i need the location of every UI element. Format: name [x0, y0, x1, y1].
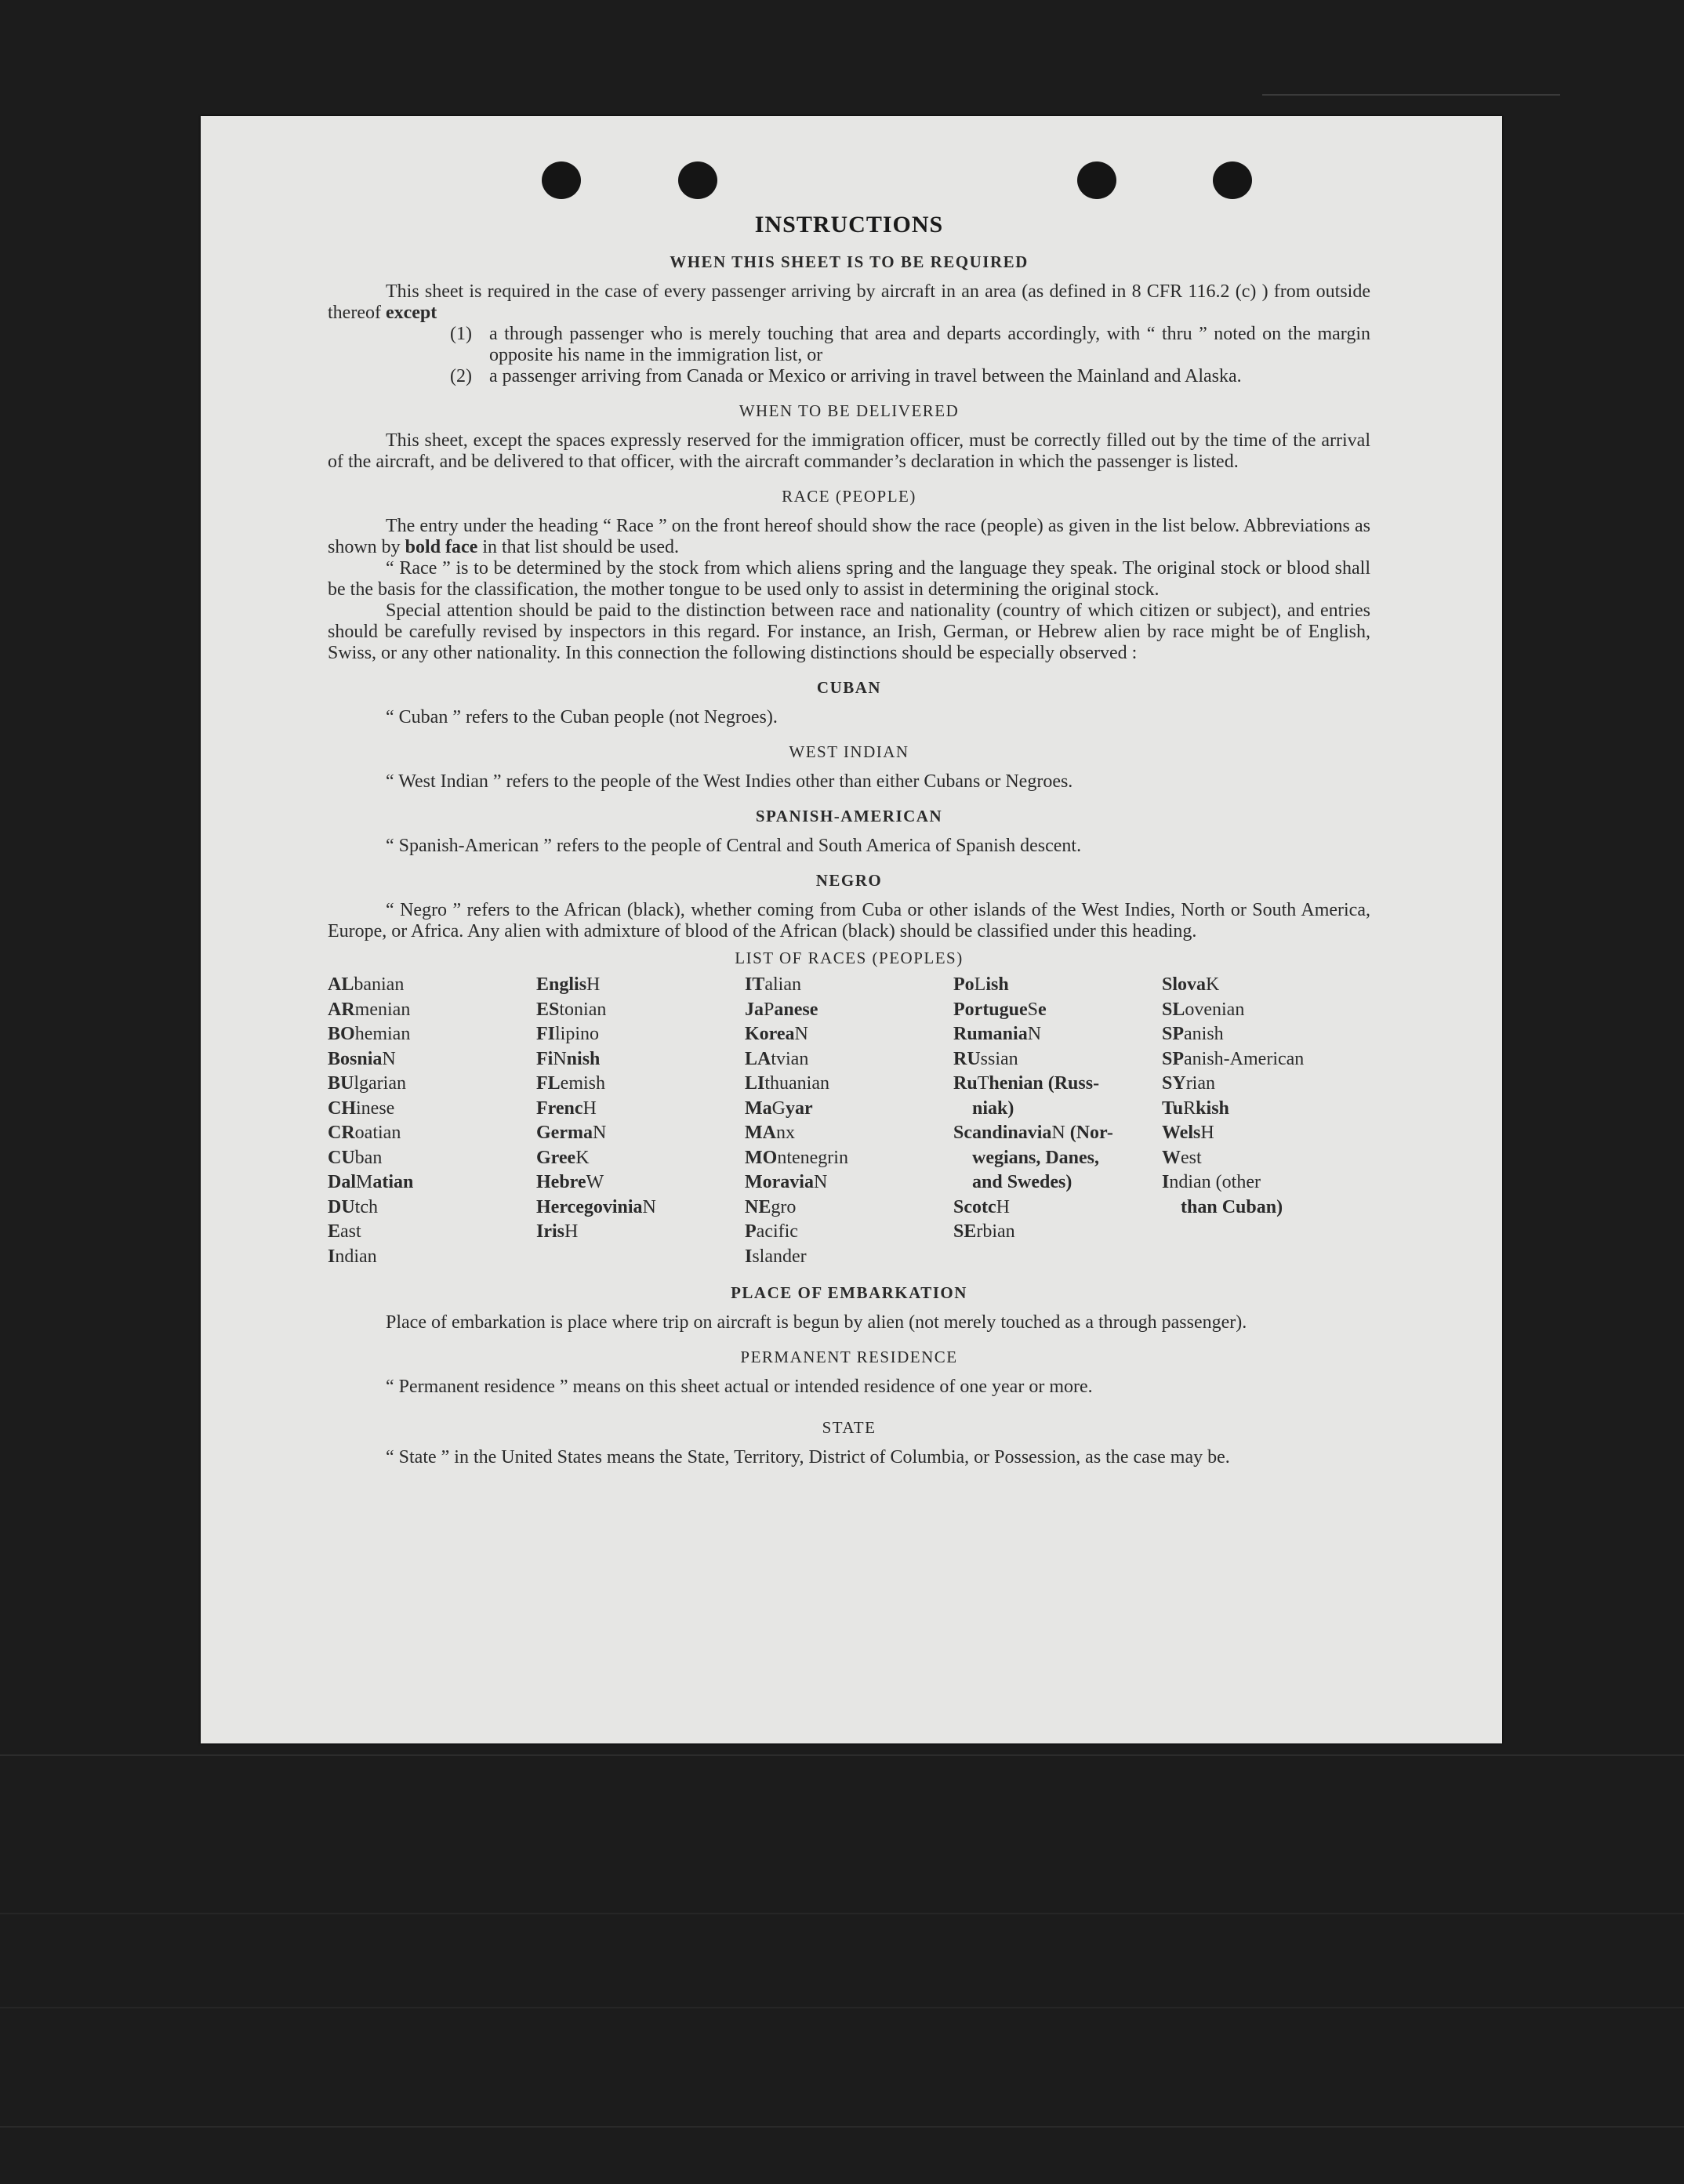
race-column — [745, 973, 953, 1269]
race-entry: Pacific — [745, 1221, 798, 1242]
heading-state: STATE — [822, 1418, 876, 1437]
punch-hole — [678, 161, 717, 199]
race-entry: WelsH — [1162, 1123, 1214, 1143]
race-entry: RuThenian (Russ- — [953, 1073, 1100, 1094]
residence-text: “ Permanent residence ” means on this sheet actual or intended residence of one year or more. — [386, 1377, 1093, 1397]
heading-cuban: CUBAN — [816, 678, 882, 697]
race-entry: ScotcH — [953, 1196, 1010, 1217]
race-paragraph-3: Special attention should be paid to the distinction between race and nationality (country of which citizen or subject), and entries should be carefully revised by inspectors in this regard. For instance, an Irish, German, or Hebrew alien by race might be of English, Swiss, or any other nationality. In this connection the following distinctions should be especially observed : — [328, 600, 1370, 663]
cuban-text: “ Cuban ” refers to the Cuban people (not Negroes). — [386, 707, 778, 727]
race-entry: MaGyar — [745, 1097, 813, 1119]
race-entry: ITalian — [745, 974, 801, 995]
exception-item-2: (2) a passenger arriving from Canada or Mexico or arriving in travel between the Mainland and Alaska. — [450, 366, 1242, 386]
race-entry: BOhemian — [328, 1024, 411, 1044]
race-entry: niak) — [972, 1097, 1014, 1119]
race-entry: LAtvian — [745, 1048, 809, 1069]
race-entry: West — [1162, 1147, 1202, 1168]
heading-list-of-races: LIST OF RACES (PEOPLES) — [735, 949, 964, 967]
race-entry: SLovenian — [1162, 999, 1245, 1020]
race-entry: MAnx — [745, 1123, 795, 1143]
heading-when-required: WHEN THIS SHEET IS TO BE REQUIRED — [670, 252, 1029, 271]
race-entry: and Swedes) — [972, 1172, 1072, 1192]
sheet-content — [328, 212, 1370, 1468]
race-entry: East — [328, 1221, 361, 1242]
when-delivered-text: This sheet, except the spaces expressly reserved for the immigration officer, must be correctly filled out by the time of the arrival of the aircraft, and be delivered to that officer, with the aircraft commander’s declaration in which the passenger is listed. — [328, 430, 1370, 472]
race-column — [328, 973, 536, 1269]
race-list — [328, 973, 1370, 1269]
race-entry: EnglisH — [536, 974, 601, 995]
race-entry: DalMatian — [328, 1172, 414, 1192]
heading-residence: PERMANENT RESIDENCE — [740, 1348, 958, 1366]
race-entry: FrencH — [536, 1097, 597, 1119]
page-title: INSTRUCTIONS — [754, 212, 944, 238]
heading-race: RACE (PEOPLE) — [782, 487, 916, 506]
race-entry: Indian — [328, 1246, 377, 1267]
race-entry: BUlgarian — [328, 1073, 406, 1094]
heading-negro: NEGRO — [815, 871, 883, 890]
race-column — [953, 973, 1162, 1269]
race-entry: SlovaK — [1162, 974, 1220, 995]
race-entry: GermaN — [536, 1123, 607, 1143]
race-entry: ALbanian — [328, 974, 405, 995]
race-entry: FIlipino — [536, 1024, 600, 1044]
race-entry: than Cuban) — [1181, 1196, 1283, 1217]
race-entry: NEgro — [745, 1196, 797, 1217]
race-entry: HercegoviniaN — [536, 1196, 656, 1217]
race-entry: IrisH — [536, 1221, 579, 1242]
race-entry: SPanish — [1162, 1024, 1224, 1044]
race-entry: PoLish — [953, 974, 1009, 995]
race-paragraph-2: “ Race ” is to be determined by the stock from which aliens spring and the language they speak. The original stock or blood shall be the basis for the classification, the mother tongue to be used only to assist in determining the original stock. — [328, 558, 1370, 600]
race-entry: Islander — [745, 1246, 807, 1267]
negro-text: “ Negro ” refers to the African (black), whether coming from Cuba or other islands of the West Indies, North or South America, Europe, or Africa. Any alien with admixture of blood of the African (black) should be classified under this heading. — [328, 900, 1370, 941]
race-entry: KoreaN — [745, 1024, 808, 1044]
race-entry: CHinese — [328, 1097, 395, 1119]
race-entry: GreeK — [536, 1147, 590, 1168]
race-entry: PortugueSe — [953, 999, 1047, 1020]
race-entry: wegians, Danes, — [972, 1147, 1100, 1168]
race-entry: SYrian — [1162, 1073, 1215, 1094]
race-entry: JaPanese — [745, 999, 818, 1020]
race-entry: MOntenegrin — [745, 1147, 848, 1168]
spanish-american-text: “ Spanish-American ” refers to the people of Central and South America of Spanish descent. — [386, 836, 1082, 856]
punch-hole — [542, 161, 581, 199]
race-column — [1162, 973, 1370, 1269]
race-entry: SErbian — [953, 1221, 1015, 1242]
race-entry: DUtch — [328, 1196, 378, 1217]
race-entry: BosniaN — [328, 1048, 396, 1069]
race-entry: RumaniaN — [953, 1024, 1042, 1044]
race-entry: Indian (other — [1162, 1172, 1261, 1192]
heading-spanish-american: SPANISH-AMERICAN — [755, 807, 943, 825]
west-indian-text: “ West Indian ” refers to the people of the West Indies other than either Cubans or Negroes. — [386, 771, 1073, 792]
race-entry: MoraviaN — [745, 1172, 828, 1192]
exception-item-1: (1) a through passenger who is merely touching that area and departs accordingly, with “ thru ” noted on the margin opposite his name in the immigration list, or — [450, 324, 1370, 365]
race-entry: TuRkish — [1162, 1097, 1229, 1119]
race-entry: ScandinaviaN (Nor- — [953, 1123, 1113, 1143]
race-column — [536, 973, 745, 1269]
race-entry: ARmenian — [328, 999, 411, 1020]
instruction-sheet — [201, 116, 1502, 1743]
race-entry: HebreW — [536, 1172, 604, 1192]
race-entry: CRoatian — [328, 1123, 401, 1143]
embarkation-text: Place of embarkation is place where trip on aircraft is begun by alien (not merely touched as a through passenger). — [386, 1312, 1247, 1333]
race-entry: CUban — [328, 1147, 383, 1168]
race-entry: FLemish — [536, 1073, 605, 1094]
heading-embarkation: PLACE OF EMBARKATION — [731, 1283, 967, 1302]
race-entry: EStonian — [536, 999, 607, 1020]
heading-west-indian: WEST INDIAN — [789, 742, 909, 761]
race-entry: LIthuanian — [745, 1073, 829, 1094]
punch-hole — [1213, 161, 1252, 199]
state-text: “ State ” in the United States means the State, Territory, District of Columbia, or Possession, as the case may be. — [386, 1447, 1230, 1467]
heading-when-delivered: WHEN TO BE DELIVERED — [739, 401, 960, 420]
race-entry: RUssian — [953, 1048, 1018, 1069]
when-required-intro: This sheet is required in the case of every passenger arriving by aircraft in an area (as defined in 8 CFR 116.2 (c) ) from outside thereof except — [328, 281, 1370, 323]
race-entry: SPanish-American — [1162, 1048, 1305, 1069]
punch-hole — [1077, 161, 1116, 199]
race-paragraph-1: The entry under the heading “ Race ” on the front hereof should show the race (people) as given in the list below. Abbreviations as shown by bold face in that list should be used. — [328, 516, 1370, 557]
race-entry: FiNnish — [536, 1048, 601, 1069]
